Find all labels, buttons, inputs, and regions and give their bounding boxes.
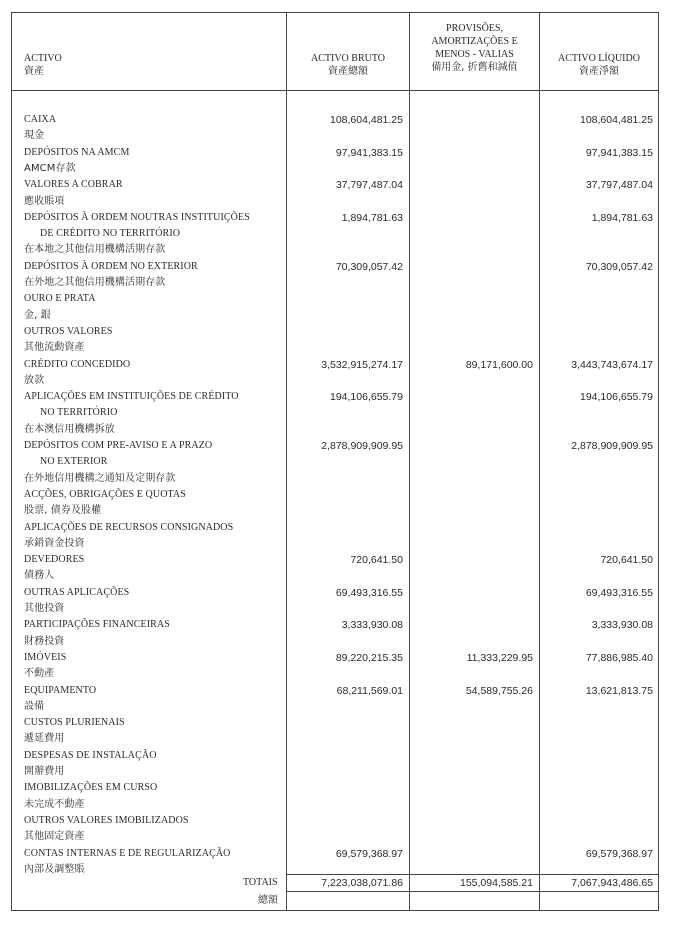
- cell-activo-bruto: 89,220,215.35: [335, 651, 403, 664]
- column-divider: [409, 12, 410, 911]
- row-label-zh: 在外地之其他信用機構活期存款: [24, 277, 166, 288]
- row-label-zh: 在外地信用機構之通知及定期存款: [24, 472, 176, 484]
- cell-provisoes: 11,333,229.95: [466, 651, 533, 664]
- header-activo-zh: 資產: [24, 66, 44, 77]
- cell-activo-liquido: 3,333,930.08: [591, 619, 653, 632]
- cell-activo-bruto: 720,641.50: [350, 554, 403, 567]
- cell-activo-bruto: 3,532,915,274.17: [321, 358, 403, 371]
- header-prov-line1: PROVISÕES,: [446, 23, 503, 34]
- cell-activo-liquido: 13,621,813.75: [585, 684, 653, 697]
- row-label: IMÓVEIS: [24, 651, 67, 663]
- cell-activo-bruto: 70,309,057.42: [335, 260, 403, 273]
- header-activo-pt: ACTIVO: [24, 53, 62, 64]
- row-label-zh: 開辦費用: [24, 766, 65, 777]
- row-label: DEPÓSITOS COM PRE-AVISO E A PRAZO: [24, 440, 213, 451]
- row-label: DEPÓSITOS À ORDEM NO EXTERIOR: [24, 260, 198, 272]
- cell-provisoes: 54,589,755.26: [465, 684, 533, 697]
- row-label-zh: 不動產: [24, 668, 55, 680]
- row-label-zh: 其他投資: [24, 603, 65, 614]
- row-label-zh: 內部及調整賬: [24, 863, 85, 875]
- header-liquido-pt: ACTIVO LÍQUIDO: [558, 53, 640, 64]
- totals-label-zh: 總額: [258, 895, 278, 906]
- row-label-continued: NO EXTERIOR: [40, 456, 108, 468]
- cell-activo-liquido: 77,886,985.40: [585, 651, 653, 664]
- cell-activo-bruto: 108,604,481.25: [330, 114, 403, 126]
- cell-activo-bruto: 69,493,316.55: [335, 586, 403, 599]
- column-divider: [539, 12, 540, 911]
- cell-activo-liquido: 194,106,655.79: [580, 391, 653, 404]
- row-label-zh: 在本澳信用機構拆放: [24, 423, 115, 435]
- row-label-zh: AMCM存款: [24, 162, 76, 174]
- row-label: CONTAS INTERNAS E DE REGULARIZAÇÃO: [24, 847, 231, 859]
- row-label-zh: 放款: [24, 374, 45, 386]
- row-label-zh: 其他流動資產: [24, 342, 85, 354]
- row-label-zh: 未完成不動產: [24, 798, 85, 810]
- row-label-zh: 遞延費用: [24, 733, 65, 745]
- row-label: DEVEDORES: [24, 554, 85, 566]
- row-label: DESPESAS DE INSTALAÇÃO: [24, 749, 157, 761]
- header-prov-line3: MENOS - VALIAS: [435, 49, 514, 60]
- row-label: OUTROS VALORES IMOBILIZADOS: [24, 814, 189, 826]
- header-activo: [24, 52, 62, 78]
- table-border-top: [11, 12, 659, 13]
- cell-activo-bruto: 1,894,781.63: [341, 211, 403, 224]
- row-label: OUTRAS APLICAÇÕES: [24, 586, 130, 598]
- row-label-continued: DE CRÉDITO NO TERRITÓRIO: [40, 228, 181, 240]
- row-label-zh: 債務人: [24, 570, 55, 582]
- row-label: EQUIPAMENTO: [24, 684, 97, 696]
- header-divider: [11, 90, 659, 91]
- cell-activo-liquido: 1,894,781.63: [591, 211, 653, 224]
- row-label: CUSTOS PLURIENAIS: [24, 717, 125, 729]
- totals-provisoes: 155,094,585.21: [460, 877, 533, 889]
- row-label-zh: 現金: [24, 130, 45, 142]
- row-label-zh: 在本地之其他信用機構活期存款: [24, 244, 166, 256]
- row-label-zh: 金, 銀: [24, 309, 51, 321]
- row-label-zh: 其他固定資產: [24, 831, 85, 843]
- row-label: CAIXA: [24, 114, 57, 125]
- cell-activo-bruto: 3,333,930.08: [341, 619, 403, 632]
- cell-activo-bruto: 97,941,383.15: [335, 146, 403, 159]
- row-label-zh: 設備: [24, 700, 45, 712]
- row-label: OUTROS VALORES: [24, 325, 113, 337]
- cell-activo-liquido: 70,309,057.42: [585, 260, 653, 273]
- row-label: DEPÓSITOS À ORDEM NOUTRAS INSTITUIÇÕES: [24, 211, 250, 223]
- cell-activo-liquido: 37,797,487.04: [585, 179, 653, 192]
- column-divider: [286, 12, 287, 911]
- totals-liquido: 7,067,943,486.65: [571, 877, 653, 889]
- cell-activo-bruto: 37,797,487.04: [335, 179, 403, 192]
- row-label-zh: 應收賬項: [24, 195, 65, 207]
- row-label: VALORES A COBRAR: [24, 179, 123, 191]
- cell-activo-bruto: 68,211,569.01: [336, 684, 403, 697]
- row-label: APLICAÇÕES EM INSTITUIÇÕES DE CRÉDITO: [24, 391, 239, 403]
- totals-bruto: 7,223,038,071.86: [321, 877, 403, 889]
- header-bruto-zh: 資產總額: [328, 66, 368, 77]
- cell-activo-liquido: 108,604,481.25: [580, 114, 653, 126]
- row-label-continued: NO TERRITÓRIO: [40, 407, 118, 419]
- header-prov-line2: AMORTIZAÇÕES E: [431, 36, 518, 47]
- cell-activo-liquido: 3,443,743,674.17: [571, 358, 653, 371]
- totals-divider: [286, 891, 659, 892]
- cell-activo-bruto: 69,579,368.97: [335, 847, 403, 860]
- row-label-zh: 股票, 債券及股權: [24, 505, 102, 517]
- header-activo-liquido: [540, 52, 658, 78]
- header-bruto-pt: ACTIVO BRUTO: [311, 53, 385, 64]
- header-activo-bruto: [287, 52, 409, 78]
- table-border-bottom: [11, 910, 659, 911]
- cell-activo-liquido: 69,493,316.55: [585, 586, 653, 599]
- cell-activo-liquido: 2,878,909,909.95: [571, 440, 653, 452]
- row-label: CRÉDITO CONCEDIDO: [24, 358, 131, 370]
- row-label: IMOBILIZAÇÕES EM CURSO: [24, 782, 158, 794]
- row-label: ACÇÕES, OBRIGAÇÕES E QUOTAS: [24, 488, 186, 500]
- row-label: PARTICIPAÇÕES FINANCEIRAS: [24, 619, 170, 631]
- cell-activo-liquido: 69,579,368.97: [585, 847, 653, 860]
- row-label: OURO E PRATA: [24, 293, 96, 305]
- cell-activo-bruto: 2,878,909,909.95: [321, 440, 403, 452]
- cell-activo-liquido: 97,941,383.15: [585, 146, 653, 159]
- row-label: APLICAÇÕES DE RECURSOS CONSIGNADOS: [24, 521, 234, 533]
- cell-provisoes: 89,171,600.00: [465, 358, 533, 371]
- header-prov-zh: 備用金, 折舊和減值: [431, 62, 518, 73]
- cell-activo-bruto: 194,106,655.79: [330, 391, 403, 404]
- table-border-right: [658, 12, 659, 911]
- row-label-zh: 承銷資金投資: [24, 537, 85, 549]
- table-border-left: [11, 12, 12, 911]
- header-liquido-zh: 資產淨額: [579, 66, 619, 77]
- row-label: DEPÓSITOS NA AMCM: [24, 146, 130, 158]
- totals-label: TOTAIS: [243, 877, 278, 888]
- cell-activo-liquido: 720,641.50: [600, 554, 653, 567]
- balance-sheet-table: [11, 12, 659, 911]
- row-label-zh: 財務投資: [24, 635, 65, 647]
- totals-divider: [286, 874, 659, 875]
- header-provisoes: [410, 22, 539, 74]
